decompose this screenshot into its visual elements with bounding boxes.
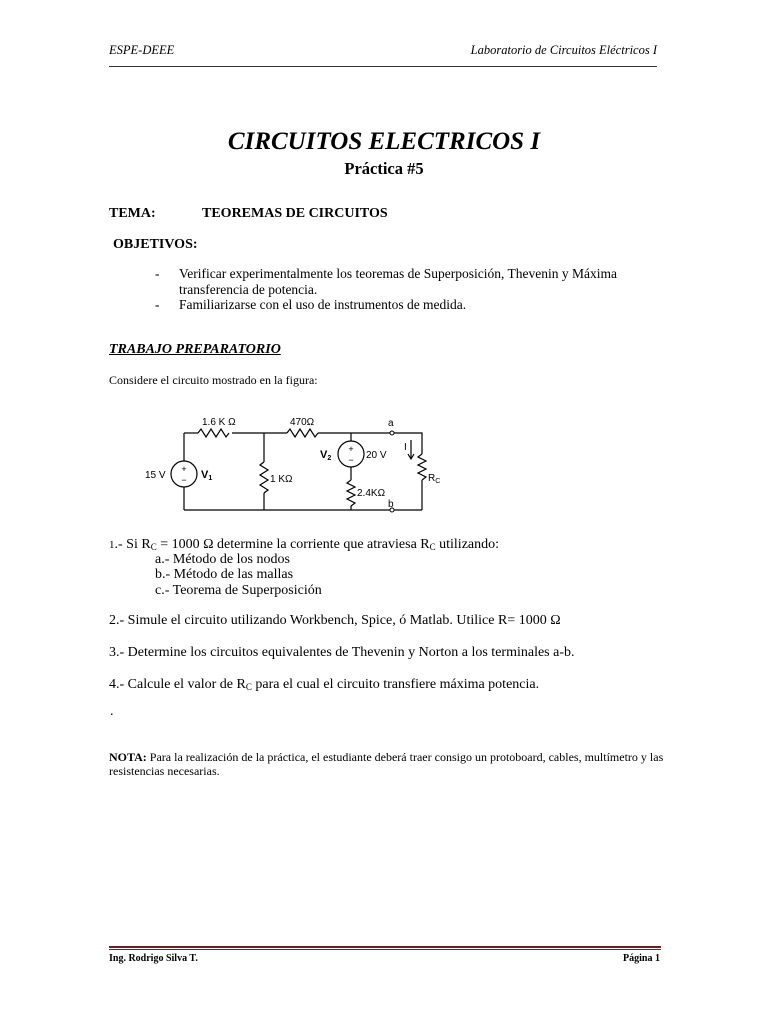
- question-1-text-b: = 1000 Ω determine la corriente que atraviesa R: [156, 537, 430, 552]
- v1-value-label: 15 V: [145, 470, 166, 481]
- node-b-label: b: [388, 499, 394, 510]
- question-1: [109, 537, 499, 553]
- resistor-2: [287, 429, 318, 437]
- tema-label: TEMA:: [109, 206, 156, 221]
- r3-label: 1 KΩ: [270, 474, 293, 485]
- header-divider: [109, 66, 657, 67]
- intro-text: Considere el circuito mostrado en la figura:: [109, 373, 318, 387]
- r2-label: 470Ω: [290, 417, 315, 428]
- section-heading: TRABAJO PREPARATORIO: [109, 342, 281, 357]
- question-4-text-a: 4.- Calcule el valor de R: [109, 677, 246, 692]
- question-4-sub: C: [245, 682, 252, 692]
- resistor-rc: [418, 454, 426, 480]
- resistor-4: [347, 480, 355, 506]
- header-left: ESPE-DEEE: [109, 43, 175, 57]
- resistor-1: [198, 429, 229, 437]
- r4-label: 2.4KΩ: [357, 488, 386, 499]
- question-4-text-b: para el cual el circuito transfiere máxima potencia.: [251, 677, 540, 692]
- footer-divider: [109, 946, 661, 948]
- v1-plus: +: [181, 464, 187, 474]
- header-right: Laboratorio de Circuitos Eléctricos I: [470, 43, 657, 57]
- question-1-text-a: .- Si R: [114, 537, 151, 552]
- list-item: [155, 266, 655, 297]
- stray-dot: .: [110, 704, 114, 719]
- v2-name-label: V2: [320, 449, 332, 462]
- v1-minus: −: [181, 475, 187, 485]
- v1-name-label: V1: [201, 469, 213, 482]
- footer-page-number: Página 1: [623, 953, 660, 964]
- objetivo-text: Verificar experimentalmente los teoremas de Superposición, Thevenin y Máxima transferencia de potencia.: [179, 266, 617, 297]
- node-a-label: a: [388, 418, 394, 429]
- question-1-number: 1: [109, 539, 115, 551]
- nota-label: NOTA:: [109, 750, 147, 764]
- question-1-text-c: utilizando:: [435, 537, 500, 552]
- objetivos-label: OBJETIVOS:: [113, 237, 198, 252]
- objetivo-text: Familiarizarse con el uso de instrumentos de medida.: [179, 297, 467, 312]
- question-1-sub-2: C: [429, 542, 436, 552]
- v2-plus: +: [348, 444, 354, 454]
- terminal-a: [390, 431, 394, 435]
- question-1-sub-1: C: [150, 542, 157, 552]
- objetivos-list: [155, 266, 655, 313]
- footer-divider-thin: [109, 949, 661, 950]
- list-dash: -: [155, 266, 160, 281]
- v2-minus: −: [348, 455, 354, 465]
- tema-value: TEOREMAS DE CIRCUITOS: [202, 206, 388, 221]
- footer-author: Ing. Rodrigo Silva T.: [109, 953, 198, 964]
- circuit-diagram: [140, 408, 460, 523]
- r1-label: 1.6 K Ω: [202, 417, 236, 428]
- v2-value-label: 20 V: [366, 450, 387, 461]
- resistor-3: [260, 462, 268, 493]
- list-item: c.- Teorema de Superposición: [155, 583, 322, 598]
- page-subtitle: Práctica #5: [344, 159, 424, 178]
- list-item: b.- Método de las mallas: [155, 567, 294, 582]
- page-title: CIRCUITOS ELECTRICOS I: [227, 128, 541, 155]
- list-dash: -: [155, 297, 160, 312]
- list-item: [155, 297, 655, 313]
- current-label: I: [404, 442, 407, 453]
- rc-label: $R_C$: [428, 473, 441, 485]
- question-2: 2.- Simule el circuito utilizando Workbench, Spice, ó Matlab. Utilice R= 1000 Ω: [109, 613, 561, 628]
- nota-paragraph: [109, 750, 664, 778]
- list-item: a.- Método de los nodos: [155, 552, 290, 567]
- question-4: [109, 677, 539, 693]
- question-3: 3.- Determine los circuitos equivalentes de Thevenin y Norton a los terminales a-b.: [109, 645, 575, 660]
- nota-text: Para la realización de la práctica, el estudiante deberá traer consigo un protoboard, cables, multímetro y las resistencias necesarias.: [109, 750, 664, 778]
